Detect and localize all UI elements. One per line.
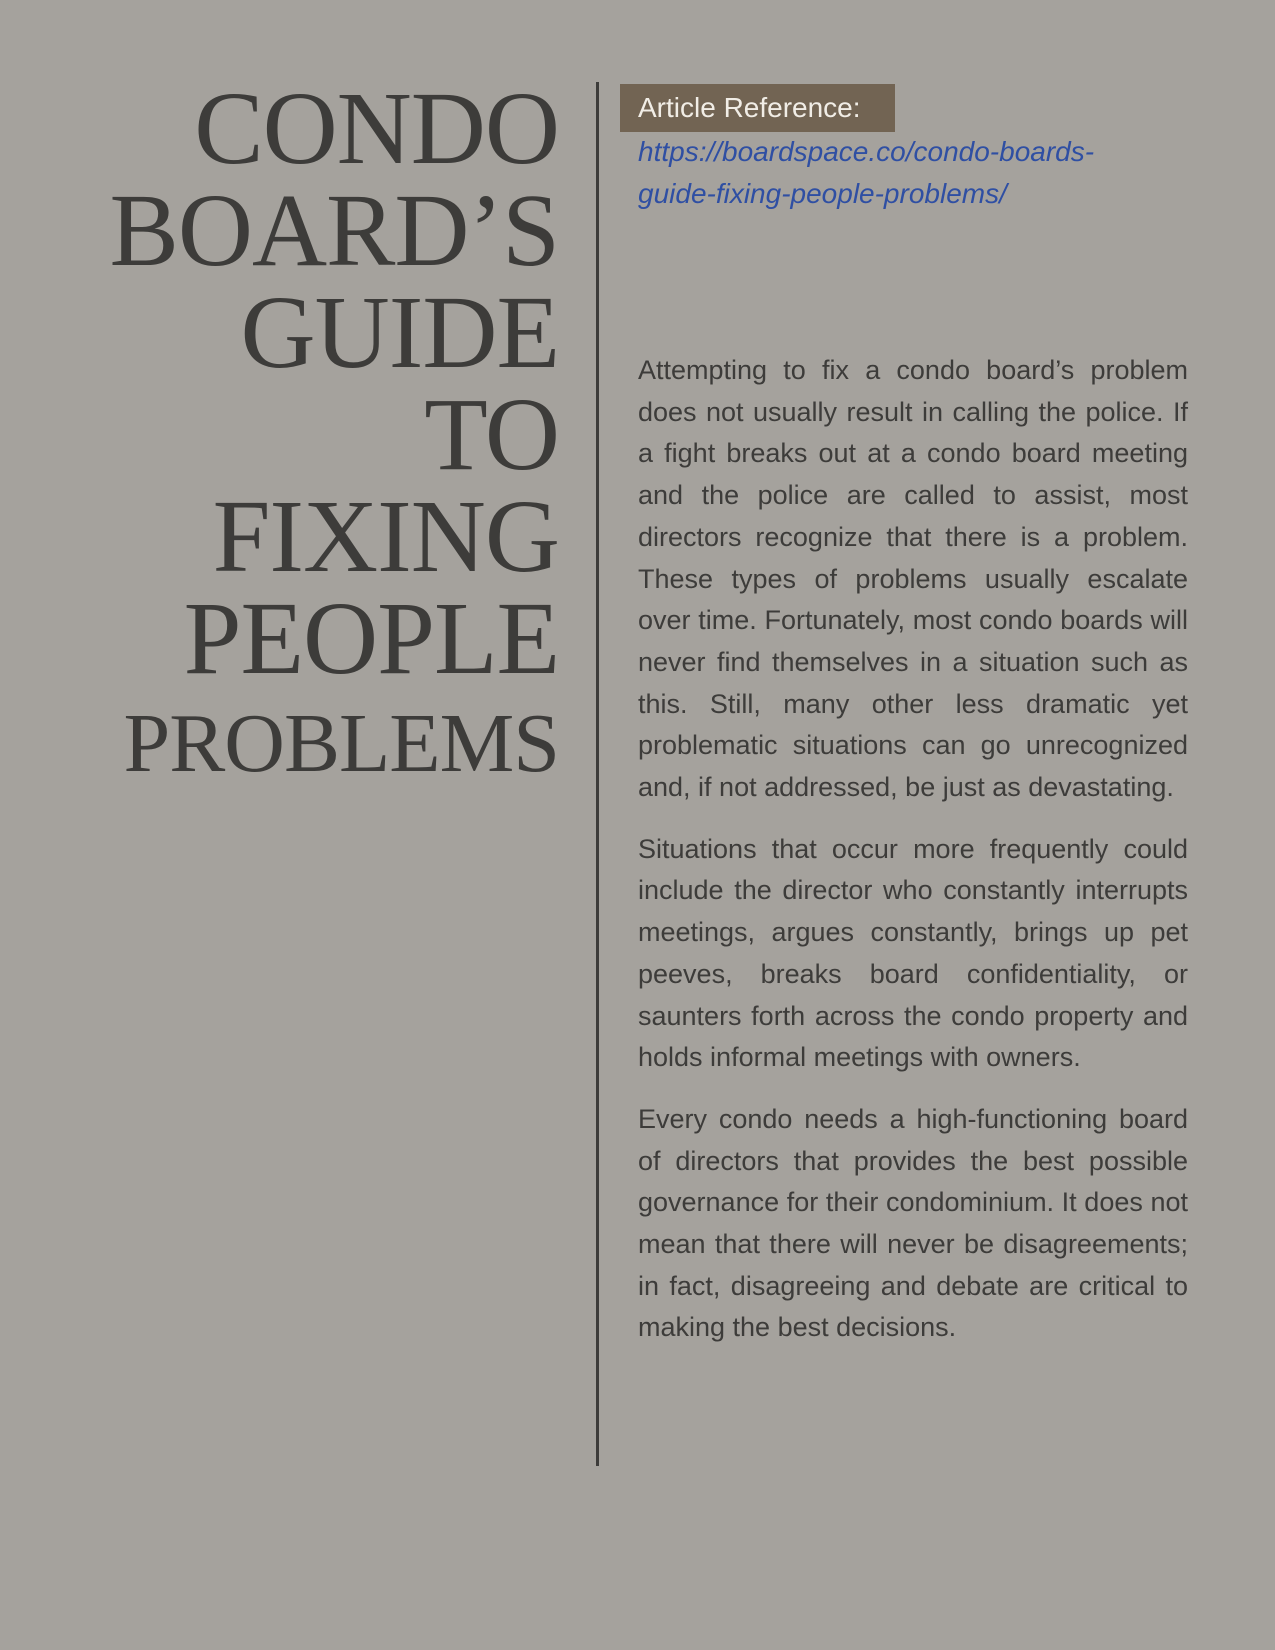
- body-paragraph: Situations that occur more frequently could include the director who constantly interrupts meetings, argues constantly, brings up pet peeves, breaks board confidentiality, or saunters forth across the condo property and holds informal meetings with owners.: [638, 833, 1188, 1073]
- page-title: [109, 71, 559, 794]
- vertical-divider: [596, 82, 599, 1466]
- title-line: CONDO: [194, 71, 559, 186]
- article-body: [638, 350, 1188, 1369]
- title-line: BOARD’S: [109, 173, 559, 288]
- title-line: TO: [424, 377, 559, 492]
- title-line: GUIDE: [240, 275, 559, 390]
- title-line: PEOPLE: [183, 581, 559, 696]
- title-line: PROBLEMS: [123, 697, 559, 790]
- title-line: FIXING: [212, 479, 559, 594]
- article-reference-link[interactable]: https://boardspace.co/condo-boards-guide-fixing-people-problems/: [638, 136, 1095, 209]
- body-paragraph: Every condo needs a high-functioning board of directors that provides the best possible governance for their condominium. It does not mean that there will never be disagreements; in fact, disagreeing and debate are critical to making the best decisions.: [638, 1103, 1188, 1343]
- article-reference-label: Article Reference:: [620, 84, 895, 132]
- body-paragraph: Attempting to fix a condo board’s problem does not usually result in calling the police. If a fight breaks out at a condo board meeting and the police are called to assist, most directors recognize that there is a problem. These types of problems usually escalate over time. Fortunately, most condo boards will never find themselves in a situation such as this. Still, many other less dramatic yet problematic situations can go unrecognized and, if not addressed, be just as devastating.: [638, 355, 1188, 803]
